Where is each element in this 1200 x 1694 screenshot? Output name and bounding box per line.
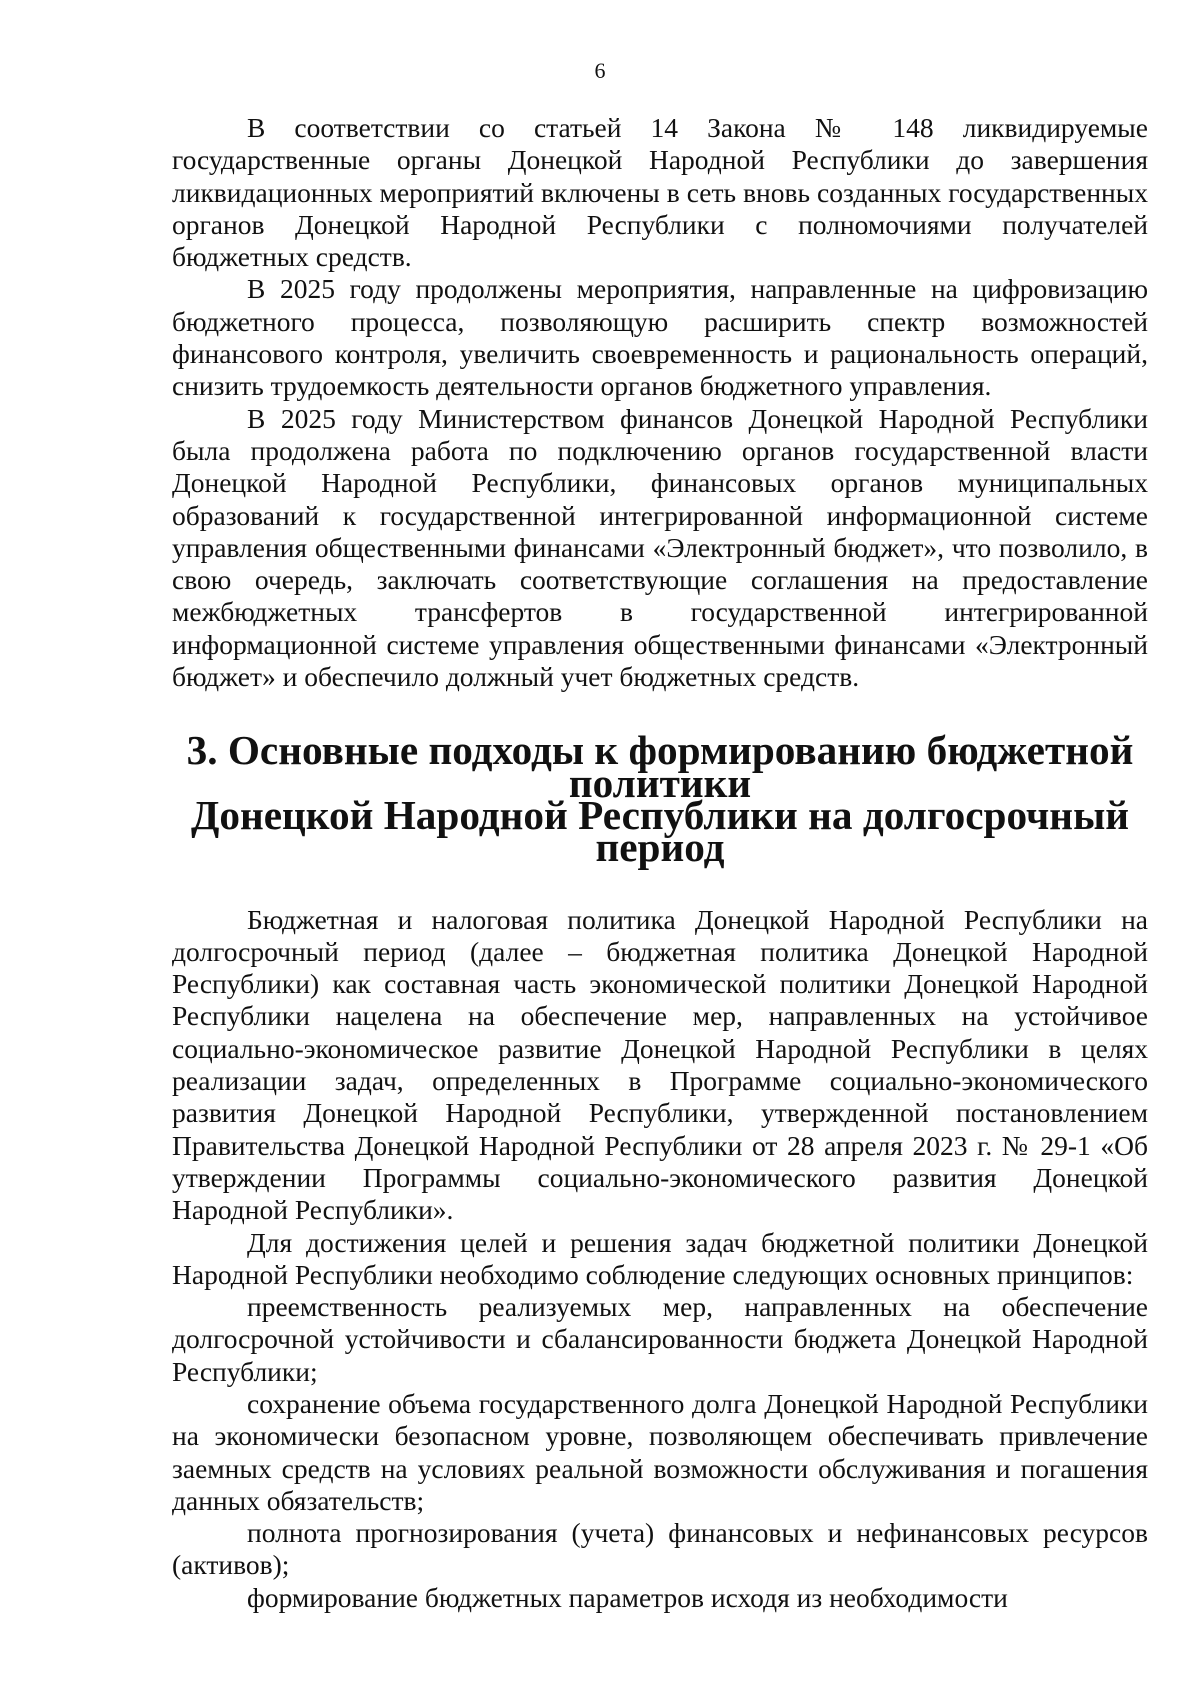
document-body <box>172 112 1148 1614</box>
page-number: 6 <box>594 58 606 83</box>
principle-item: полнота прогнозирования (учета) финансовых и нефинансовых ресурсов (активов); <box>172 1517 1148 1581</box>
principle-item: формирование бюджетных параметров исходя из необходимости <box>247 1581 1008 1613</box>
paragraph: В 2025 году Министерством финансов Донецкой Народной Республики была продолжена работа по подключению органов государственной власти Донецкой Народной Республики, финансовых органов муниципальных образований к государственной интегрированной информационной системе управления общественными финансами «Электронный бюджет», что позволило, в свою очередь, заключать соответствующие соглашения на предоставление межбюджетных трансфертов в государственной интегрированной информационной системе управления общественными финансами «Электронный бюджет» и обеспечило должный учет бюджетных средств. <box>172 402 1148 693</box>
paragraph: В соответствии со статьей 14 Закона № 148 ликвидируемые государственные органы Донецкой Народной Республики до завершения ликвидационных мероприятий включены в сеть вновь созданных государственных органов Донецкой Народной Республики с полномочиями получателей бюджетных средств. <box>172 112 1148 273</box>
section-heading-line: 3. Основные подходы к формированию бюджетной политики <box>186 727 1134 806</box>
paragraph: В 2025 году продолжены мероприятия, направленные на цифровизацию бюджетного процесса, позволяющую расширить спектр возможностей финансового контроля, увеличить своевременность и рациональность операций, снизить трудоемкость деятельности органов бюджетного управления. <box>172 273 1148 402</box>
principle-item: сохранение объема государственного долга Донецкой Народной Республики на экономически безопасном уровне, позволяющем обеспечивать привлечение заемных средств на условиях реальной возможности обслуживания и погашения данных обязательств; <box>172 1387 1148 1516</box>
paragraph: Для достижения целей и решения задач бюджетной политики Донецкой Народной Республики необходимо соблюдение следующих основных принципов: <box>172 1226 1148 1290</box>
principle-item: преемственность реализуемых мер, направленных на обеспечение долгосрочной устойчивости и сбалансированности бюджета Донецкой Народной Республики; <box>172 1291 1148 1387</box>
paragraph: Бюджетная и налоговая политика Донецкой Народной Республики на долгосрочный период (далее – бюджетная политика Донецкой Народной Республики) как составная часть экономической политики Донецкой Народной Республики нацелена на обеспечение мер, направленных на устойчивое социально-экономическое развитие Донецкой Народной Республики в целях реализации задач, определенных в Программе социально-экономического развития Донецкой Народной Республики, утвержденной постановлением Правительства Донецкой Народной Республики от 28 апреля 2023 г. № 29-1 «Об утверждении Программы социально-экономического развития Донецкой Народной Республики». <box>172 903 1148 1226</box>
section-heading <box>172 727 1148 871</box>
section-heading-line: Донецкой Народной Республики на долгосрочный период <box>190 791 1130 871</box>
